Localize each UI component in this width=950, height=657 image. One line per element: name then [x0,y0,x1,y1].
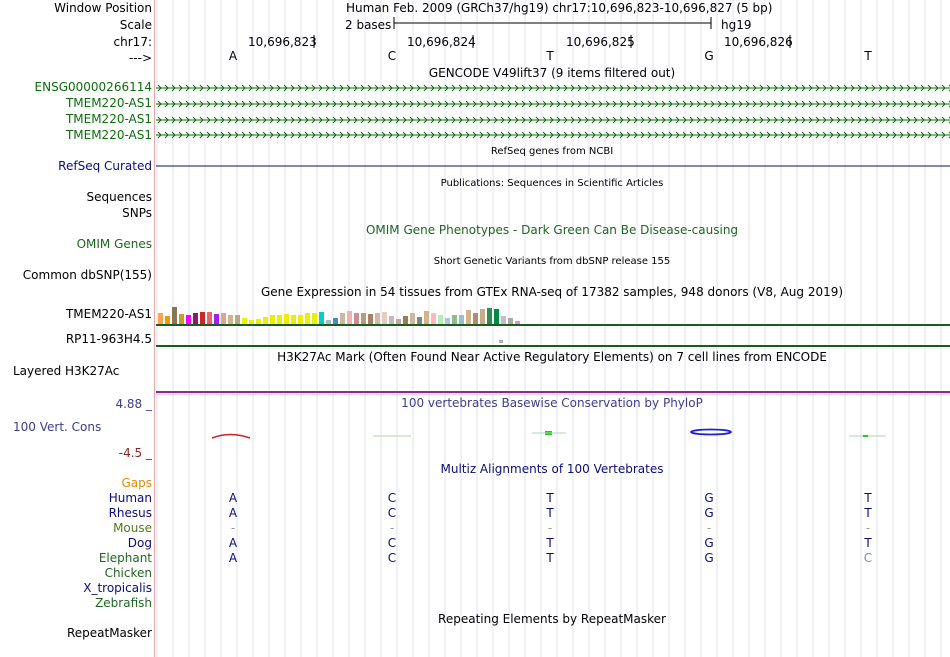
strand-label: ---> [128,51,152,65]
aligned-base: G [704,491,714,505]
gtex-bar [452,315,457,324]
position-label: 10,696,823 [248,35,317,49]
gtex-bar [494,309,499,324]
gtex-bar [382,312,387,324]
species-label: Rhesus [108,506,152,520]
gtex-bar [179,314,184,324]
multiz-track-title: Multiz Alignments of 100 Vertebrates [440,462,664,476]
aligned-base: C [863,551,873,565]
gtex-bar [368,314,373,324]
position-label: 10,696,824 [407,35,476,49]
gtex-bar [235,315,240,324]
aligned-base: A [228,506,238,520]
chrom-label: chr17: [113,35,152,49]
scale-label: Scale [119,18,152,32]
cons-min-label: -4.5 _ [118,446,152,460]
aligned-base: - [230,521,236,535]
aligned-base: C [387,536,397,550]
gtex-bar [396,319,401,324]
aligned-base: T [546,536,554,550]
gtex-bar [487,308,492,324]
species-label: X_tropicalis [83,581,152,595]
gtex-bar [333,318,338,324]
species-label: Chicken [104,566,152,580]
aligned-base: T [864,491,872,505]
aligned-base: - [865,521,871,535]
aligned-base: - [547,521,553,535]
gencode-item-label[interactable]: TMEM220-AS1 [65,112,152,126]
species-label: Elephant [98,551,152,565]
window-position-label: Window Position [54,1,152,15]
aligned-base: C [387,506,397,520]
gtex-bar [186,315,191,324]
gtex-bar [193,313,198,324]
gtex-bar [515,321,520,324]
ref-base: C [387,49,397,63]
gtex-bar [499,340,503,343]
gtex-bar [389,316,394,324]
aligned-base: C [387,551,397,565]
gtex-bar [354,313,359,324]
gtex-bar [228,315,233,324]
aligned-base: T [546,491,554,505]
gtex-bar [312,313,317,324]
aligned-base: A [228,536,238,550]
gtex-bar [347,311,352,324]
species-label: Human [108,491,152,505]
cons-track-title: 100 vertebrates Basewise Conservation by PhyloP [401,396,703,410]
snps-track-label[interactable]: SNPs [122,206,152,220]
gtex-bar [165,316,170,324]
gtex-gene-label[interactable]: TMEM220-AS1 [65,307,152,321]
gtex-bar [263,317,268,324]
gtex-bar [438,315,443,324]
gtex-bar [501,316,506,324]
gtex-bar [298,315,303,324]
gtex-bar [172,307,177,324]
aligned-base: A [228,551,238,565]
gtex-bar [473,313,478,324]
gencode-item-label[interactable]: TMEM220-AS1 [65,128,152,142]
track-label-column [0,0,155,657]
gtex-bar [445,318,450,324]
gtex-bar [200,312,205,324]
aligned-base: A [228,491,238,505]
ref-base: A [228,49,238,63]
gtex-bar [431,313,436,324]
window-position-value: Human Feb. 2009 (GRCh37/hg19) chr17:10,696,823-10,696,827 (5 bp) [346,1,773,15]
h3k27ac-track-label[interactable]: Layered H3K27Ac [13,364,120,378]
refseq-track-label[interactable]: RefSeq Curated [58,159,152,173]
aligned-base: G [704,506,714,520]
position-label: 10,696,825 [566,35,635,49]
gtex-bar [480,309,485,324]
species-label: Zebrafish [95,596,152,610]
omim-track-label[interactable]: OMIM Genes [76,237,152,251]
refseq-track-title: RefSeq genes from NCBI [490,146,614,157]
aligned-base: T [864,536,872,550]
track-image[interactable] [156,0,950,657]
gtex-track-title: Gene Expression in 54 tissues from GTEx RNA-seq of 17382 samples, 948 donors (V8, Aug 2019) [260,285,844,299]
gencode-item-label[interactable]: ENSG00000266114 [34,80,152,94]
aligned-base: - [389,521,395,535]
gtex-bar [410,313,415,324]
position-label: 10,696,826 [724,35,793,49]
gencode-track-title: GENCODE V49lift37 (9 items filtered out) [428,66,676,80]
gtex-bar [375,313,380,324]
gtex-bar [270,315,275,324]
ref-base: T [546,49,554,63]
gtex-bar [284,314,289,324]
gtex-bar [291,315,296,324]
gtex-bar [424,311,429,324]
aligned-base: C [387,491,397,505]
gtex-gene-label[interactable]: RP11-963H4.5 [65,332,152,346]
repeatmasker-track-title: Repeating Elements by RepeatMasker [438,612,666,626]
gtex-bar [249,320,254,324]
cons-max-label: 4.88 _ [115,397,152,411]
gencode-item-label[interactable]: TMEM220-AS1 [65,96,152,110]
h3k27ac-track-title: H3K27Ac Mark (Often Found Near Active Regulatory Elements) on 7 cell lines from ENCODE [277,350,827,364]
label-divider [154,0,155,657]
gtex-bar [361,313,366,324]
gaps-label: Gaps [121,476,152,490]
aligned-base: G [704,536,714,550]
cons-mark [691,430,731,435]
gtex-bar [158,313,163,324]
dbsnp-track-label[interactable]: Common dbSNP(155) [22,268,152,282]
gtex-bar [417,317,422,324]
aligned-base: - [706,521,712,535]
gtex-bar [508,318,513,324]
dbsnp-track-title: Short Genetic Variants from dbSNP release 155 [433,256,671,267]
gtex-bar [277,315,282,324]
gtex-bar [256,319,261,324]
gtex-bar [214,314,219,324]
ref-base: T [864,49,872,63]
gtex-bar [466,310,471,324]
gtex-bar [459,315,464,324]
aligned-base: G [704,551,714,565]
assembly-label: hg19 [721,18,752,32]
cons-mark [863,435,868,437]
gtex-bar [340,313,345,324]
aligned-base: T [546,551,554,565]
publications-track-label[interactable]: Sequences [86,190,152,204]
gtex-bar [242,318,247,324]
publications-track-title: Publications: Sequences in Scientific Articles [440,178,664,189]
cons-track-label[interactable]: 100 Vert. Cons [13,420,102,434]
aligned-base: T [546,506,554,520]
gtex-bar [319,312,324,324]
aligned-base: T [864,506,872,520]
species-label: Dog [127,536,152,550]
species-label: Mouse [113,521,152,535]
omim-track-title: OMIM Gene Phenotypes - Dark Green Can Be Disease-causing [365,223,739,237]
gtex-bar [221,313,226,324]
ref-base: G [704,49,714,63]
scale-value: 2 bases [345,18,392,32]
gtex-bar [403,316,408,324]
gtex-bar [305,313,310,324]
gtex-bar [326,320,331,324]
repeatmasker-track-label[interactable]: RepeatMasker [66,626,152,640]
gtex-bar [207,312,212,324]
cons-mark [212,435,250,439]
